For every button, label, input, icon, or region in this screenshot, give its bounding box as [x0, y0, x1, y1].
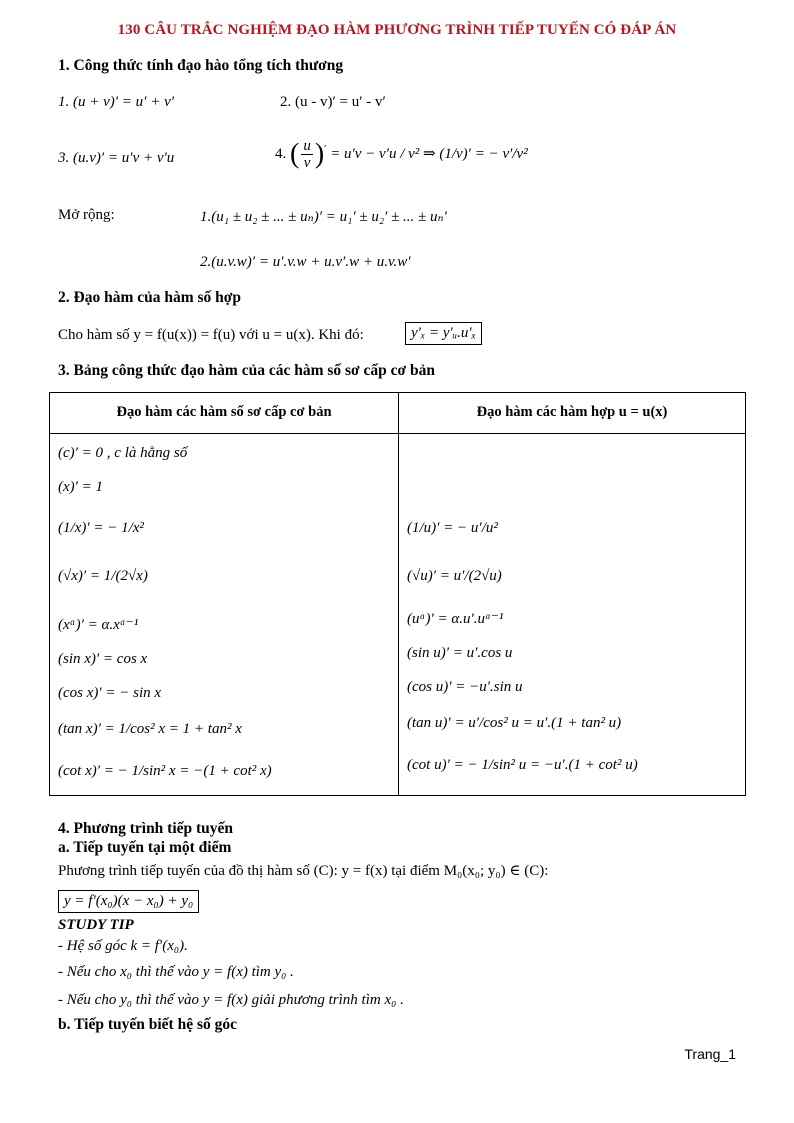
extension-label: Mở rộng:: [58, 207, 115, 223]
table-row: (uᵅ)′ = α.u′.uᵅ⁻¹: [407, 611, 504, 627]
study-tip-line: - Nếu cho y₀ thì thế vào y = f(x) giải phương trình tìm x₀ .: [58, 992, 404, 1008]
table-row: (1/u)′ = − u′/u²: [407, 520, 498, 536]
table-row: (cos x)′ = − sin x: [58, 685, 162, 701]
table-row: (tan x)′ = 1/cos² x = 1 + tan² x: [58, 721, 242, 737]
table-row: (sin x)′ = cos x: [58, 651, 148, 667]
table-header-composite: Đạo hàm các hàm hợp u = u(x): [476, 404, 668, 420]
table-row: (1/x)′ = − 1/x²: [58, 520, 144, 536]
table-row: (cos u)′ = −u′.sin u: [407, 679, 523, 695]
formula-difference: 2. (u - v)′ = u′ - v′: [280, 94, 386, 110]
table-divider-vertical: [398, 393, 399, 795]
section-2-heading: 2. Đạo hàm của hàm số hợp: [58, 289, 241, 306]
formula-sum: 1. (u + v)′ = u′ + v′: [58, 94, 175, 110]
document-title: 130 CÂU TRẮC NGHIỆM ĐẠO HÀM PHƯƠNG TRÌNH TIẾP TUYẾN CÓ ĐÁP ÁN: [117, 22, 677, 38]
table-row: (tan u)′ = u′/cos² u = u′.(1 + tan² u): [407, 715, 622, 731]
table-row: (xᵅ)′ = α.xᵅ⁻¹: [58, 617, 139, 633]
table-header-basic: Đạo hàm các hàm số sơ cấp cơ bản: [116, 404, 332, 420]
table-row: (√x)′ = 1/(2√x): [58, 568, 148, 584]
page-number: Trang_1: [684, 1046, 736, 1062]
extension-sum-formula: 1.(u₁ ± u₂ ± ... ± uₙ)′ = u₁′ ± u₂′ ± ... ± uₙ′: [200, 209, 447, 225]
section-3-heading: 3. Bảng công thức đạo hàm của các hàm số sơ cấp cơ bản: [58, 362, 435, 379]
subsection-a-heading: a. Tiếp tuyến tại một điểm: [58, 839, 232, 856]
tangent-equation-boxed: y = f′(x₀)(x − x₀) + y₀: [58, 890, 199, 913]
section-1-heading: 1. Công thức tính đạo hào tổng tích thương: [58, 57, 344, 74]
extension-product-formula: 2.(u.v.w)′ = u′.v.w + u.v′.w + u.v.w′: [200, 254, 411, 270]
table-row: (c)′ = 0 , c là hằng số: [58, 445, 188, 461]
table-row: (x)′ = 1: [58, 479, 104, 495]
tangent-at-point-text: Phương trình tiếp tuyến của đồ thị hàm số (C): y = f(x) tại điểm M₀(x₀; y₀) ∈ (C):: [58, 863, 549, 879]
composite-function-text: Cho hàm số y = f(u(x)) = f(u) với u = u(x). Khi đó:: [58, 327, 364, 343]
formula-quotient: 4. ( $\frac{u}{v}$ )′ = u′v − v′u / v² ⇒ (1/v)′ = − v′/v²: [275, 138, 528, 171]
formula-product: 3. (u.v)′ = u′v + v′u: [58, 150, 175, 166]
table-row: (√u)′ = u′/(2√u): [407, 568, 502, 584]
table-divider-horizontal: [50, 433, 745, 434]
table-row: (cot x)′ = − 1/sin² x = −(1 + cot² x): [58, 763, 272, 779]
formula-quotient-rest: = u′v − v′u / v² ⇒ (1/v)′ = − v′/v²: [330, 145, 528, 162]
chain-rule-boxed: y′ₓ = y′ᵤ.u′ₓ: [405, 322, 482, 345]
table-row: (cot u)′ = − 1/sin² u = −u′.(1 + cot² u): [407, 757, 638, 773]
section-4-heading: 4. Phương trình tiếp tuyến: [58, 820, 234, 837]
study-tip-line: - Hệ số góc k = f′(x₀).: [58, 938, 188, 954]
study-tip-line: - Nếu cho x₀ thì thế vào y = f(x) tìm y₀ .: [58, 964, 294, 980]
subsection-b-heading: b. Tiếp tuyến biết hệ số góc: [58, 1016, 237, 1033]
study-tip-title: STUDY TIP: [58, 917, 134, 933]
table-row: (sin u)′ = u′.cos u: [407, 645, 513, 661]
derivative-table: [49, 392, 746, 796]
